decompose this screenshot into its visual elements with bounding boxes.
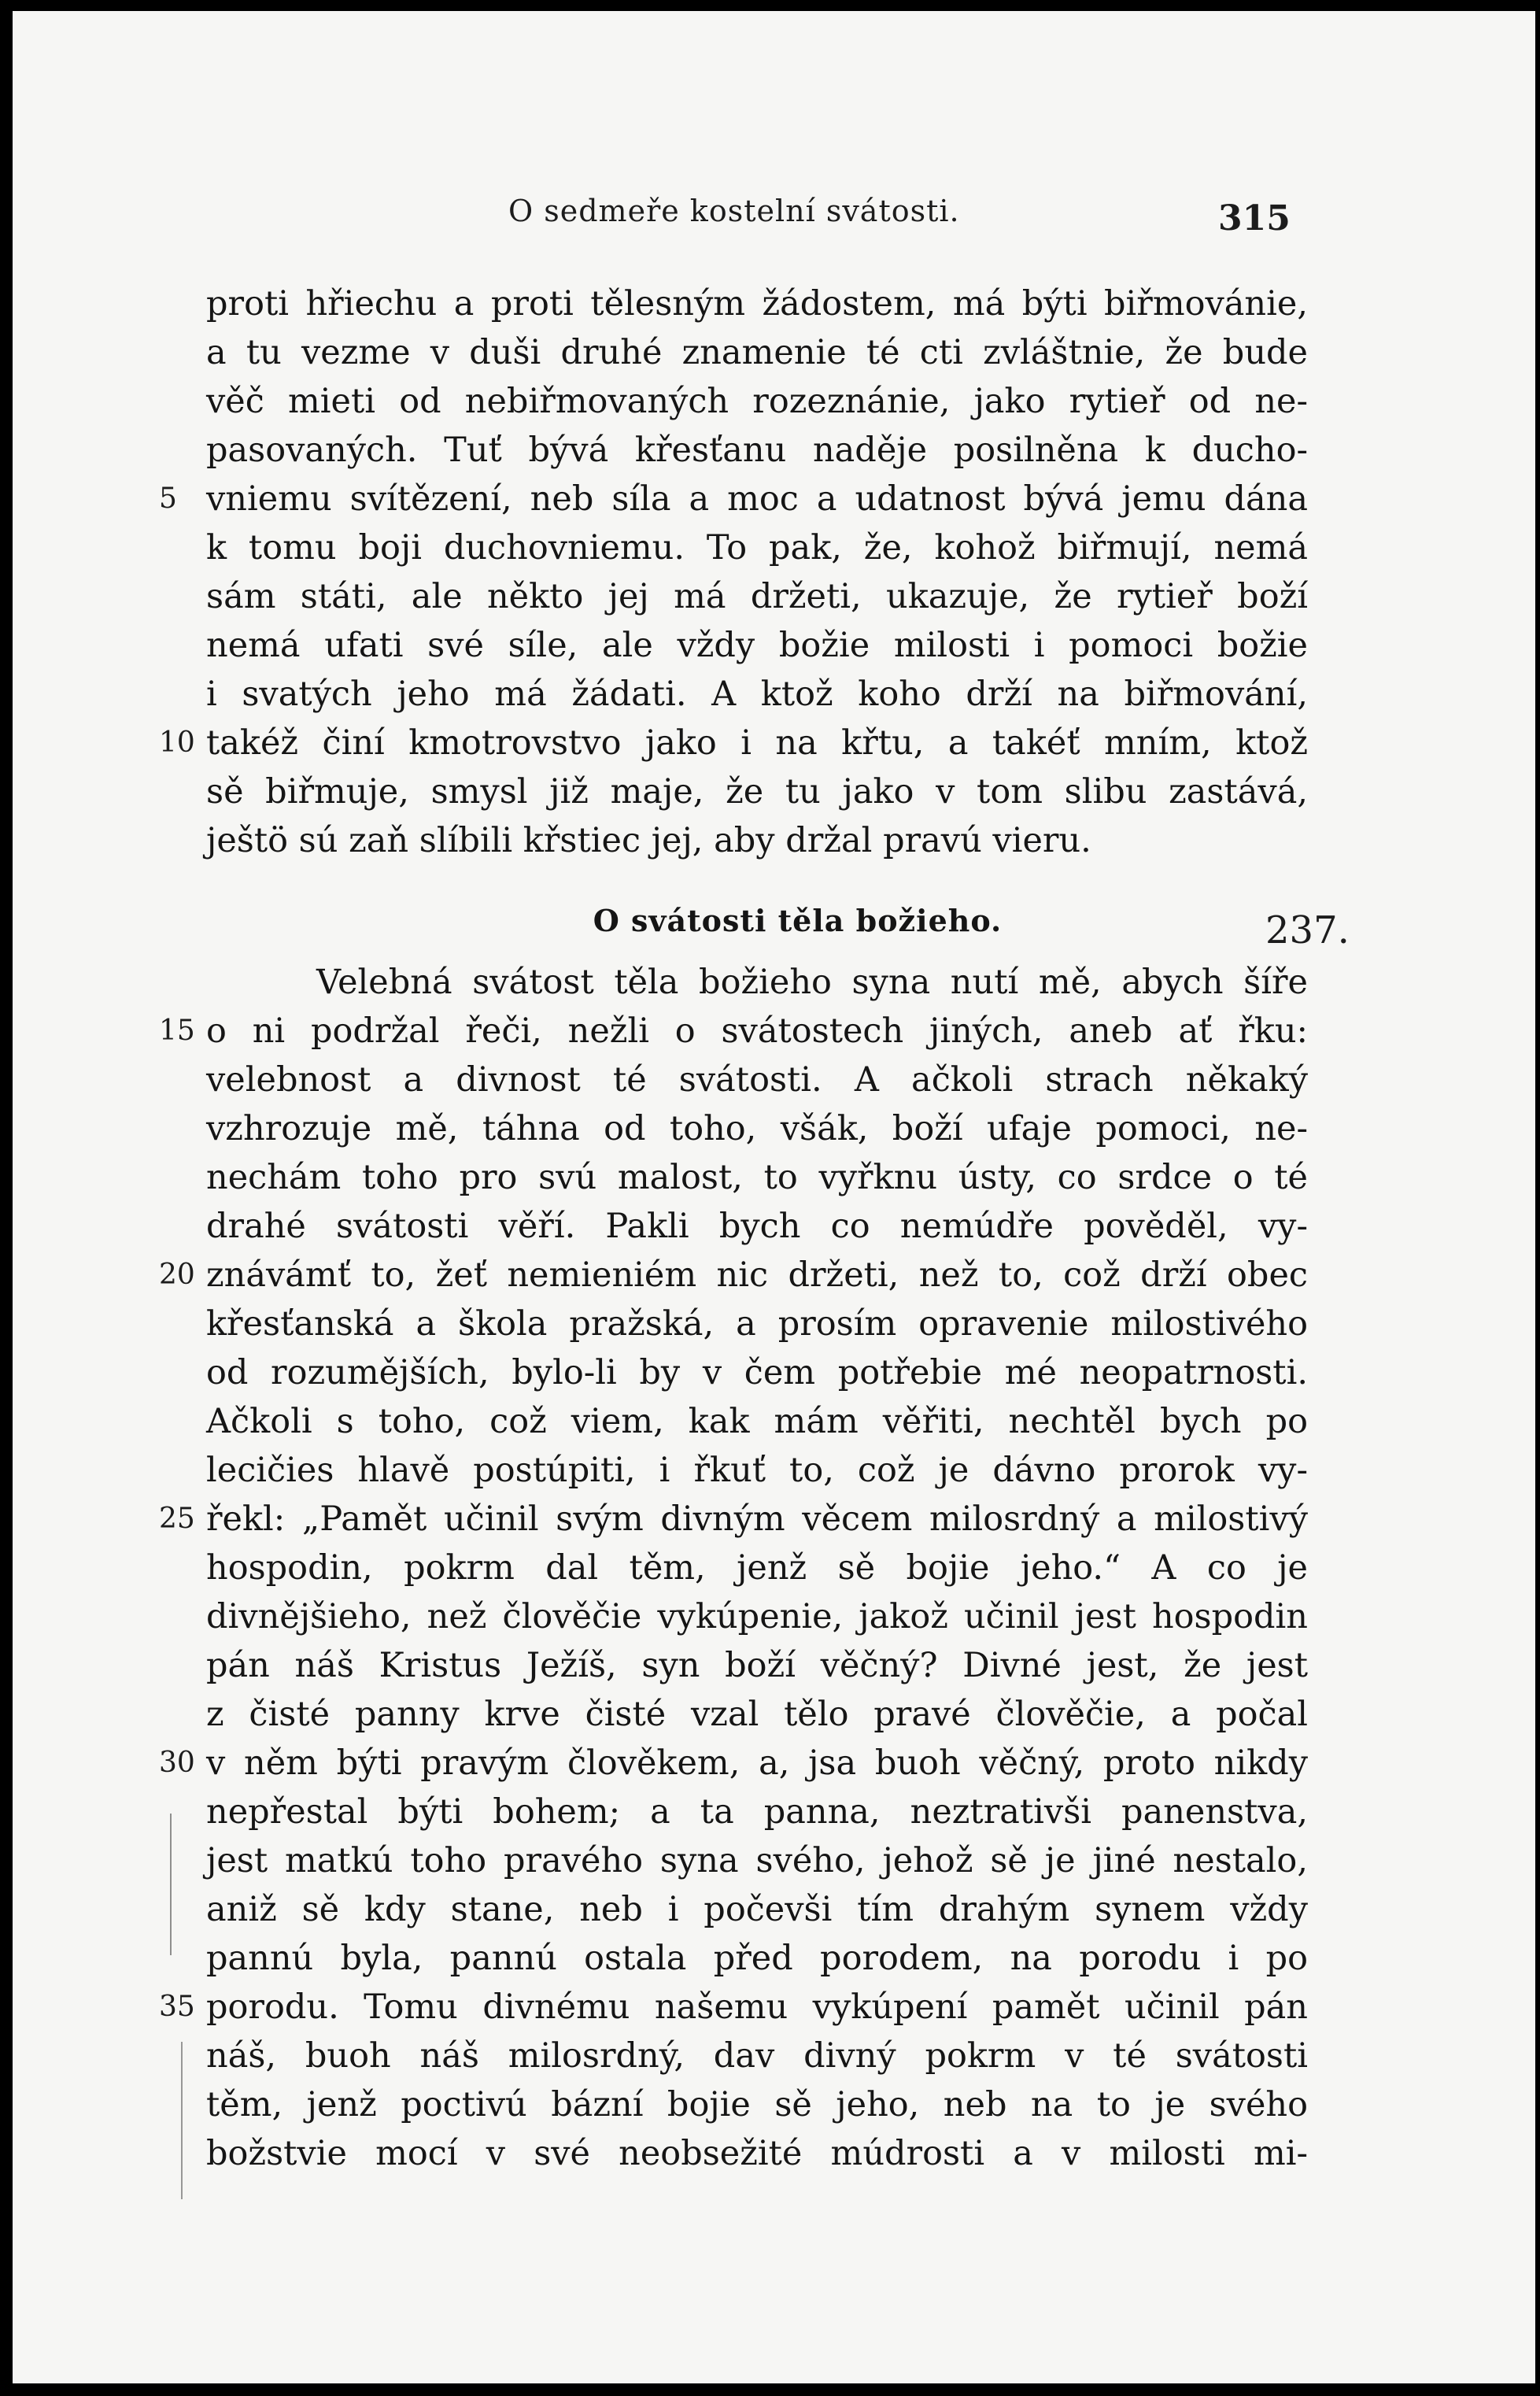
text-line: lecičies hlavě postúpiti, i řkuť to, což je dávno prorok vy- <box>206 1451 1308 1490</box>
text-line: řekl: „Pamět učinil svým divným věcem milosrdný a milostivý <box>206 1499 1308 1539</box>
text-line: v něm býti pravým člověkem, a, jsa buoh věčný, proto nikdy <box>206 1743 1308 1783</box>
page-header <box>13 194 1535 241</box>
text-line: nemá ufati své síle, ale vždy božie milosti i pomoci božie <box>206 626 1308 665</box>
text-line: jest matkú toho pravého syna svého, jehož sě je jiné nestalo, <box>206 1841 1308 1880</box>
text-line: o ni podržal řeči, nežli o svátostech jiných, aneb ať řku: <box>206 1011 1308 1051</box>
text-line: k tomu boji duchovniemu. To pak, že, kohož biřmují, nemá <box>206 528 1308 568</box>
text-line: od rozumějších, bylo-li by v čem potřebie mé neopatrnosti. <box>206 1353 1308 1392</box>
text-line: divnějšieho, než člověčie vykúpenie, jakož učinil jest hospodin <box>206 1597 1308 1636</box>
text-line: proti hřiechu a proti tělesným žádostem, má býti biřmovánie, <box>206 284 1308 324</box>
text-line: těm, jenž poctivú bázní bojie sě jeho, neb na to je svého <box>206 2085 1308 2124</box>
text-line: vzhrozuje mě, táhna od toho, všák, boží ufaje pomoci, ne- <box>206 1109 1308 1148</box>
text-line: z čisté panny krve čisté vzal tělo pravé člověčie, a počal <box>206 1695 1308 1734</box>
margin-line-number: 5 <box>159 483 177 515</box>
text-line: Velebná svátost těla božieho syna nutí mě, abych šíře <box>316 963 1308 1002</box>
text-line: Ačkoli s toho, což viem, kak mám věřiti, nechtěl bych po <box>206 1402 1308 1441</box>
section-heading: O svátosti těla božieho. <box>593 903 1003 938</box>
text-line: nepřestal býti bohem; a ta panna, neztrativši panenstva, <box>206 1792 1308 1832</box>
margin-line-number: 35 <box>159 1991 195 2023</box>
text-line: aniž sě kdy stane, neb i počevši tím drahým synem vždy <box>206 1890 1308 1929</box>
text-line: i svatých jeho má žádati. A ktož koho drží na biřmování, <box>206 675 1308 714</box>
margin-line-number: 30 <box>159 1747 195 1779</box>
pencil-margin-mark <box>170 1814 172 1955</box>
text-line: pannú byla, pannú ostala před porodem, na porodu i po <box>206 1939 1308 1978</box>
text-line: velebnost a divnost té svátosti. A ačkoli strach někaký <box>206 1060 1308 1100</box>
text-line: porodu. Tomu divnému našemu vykúpení pamět učinil pán <box>206 1987 1308 2027</box>
text-line: a tu vezme v duši druhé znamenie té cti zvláštnie, že bude <box>206 333 1308 372</box>
page-number: 315 <box>1218 198 1291 238</box>
margin-line-number: 15 <box>159 1015 195 1047</box>
margin-line-number: 25 <box>159 1503 195 1535</box>
margin-line-number: 20 <box>159 1259 195 1291</box>
margin-line-number: 10 <box>159 727 195 759</box>
chapter-number: 237. <box>1265 908 1350 952</box>
text-line: věč mieti od nebiřmovaných rozeznánie, jako rytieř od ne- <box>206 382 1308 421</box>
text-line: drahé svátosti věří. Pakli bych co nemúdře pověděl, vy- <box>206 1207 1308 1246</box>
text-line: hospodin, pokrm dal těm, jenž sě bojie jeho.“ A co je <box>206 1548 1308 1588</box>
text-line: takéž činí kmotrovstvo jako i na křtu, a takéť mním, ktož <box>206 723 1308 763</box>
pencil-margin-mark <box>181 2042 183 2199</box>
text-line: ještö sú zaň slíbili křstiec jej, aby držal pravú vieru. <box>206 821 1091 860</box>
text-line: křesťanská a škola pražská, a prosím opravenie milostivého <box>206 1304 1308 1344</box>
text-line: sě biřmuje, smysl již maje, že tu jako v tom slibu zastává, <box>206 772 1308 812</box>
book-page <box>13 11 1535 2383</box>
text-line: sám státi, ale někto jej má držeti, ukazuje, že rytieř boží <box>206 577 1308 616</box>
text-line: vniemu svítězení, neb síla a moc a udatnost bývá jemu dána <box>206 479 1308 519</box>
text-line: pasovaných. Tuť bývá křesťanu naděje posilněna k ducho- <box>206 431 1308 470</box>
text-line: znávámť to, žeť nemieniém nic držeti, než to, což drží obec <box>206 1255 1308 1295</box>
text-line: božstvie mocí v své neobsežité múdrosti a v milosti mi- <box>206 2134 1308 2173</box>
text-line: pán náš Kristus Ježíš, syn boží věčný? Divné jest, že jest <box>206 1646 1308 1685</box>
text-line: nechám toho pro svú malost, to vyřknu ústy, co srdce o té <box>206 1158 1308 1197</box>
text-line: náš, buoh náš milosrdný, dav divný pokrm v té svátosti <box>206 2036 1308 2076</box>
running-title: O sedmeře kostelní svátosti. <box>508 194 960 228</box>
